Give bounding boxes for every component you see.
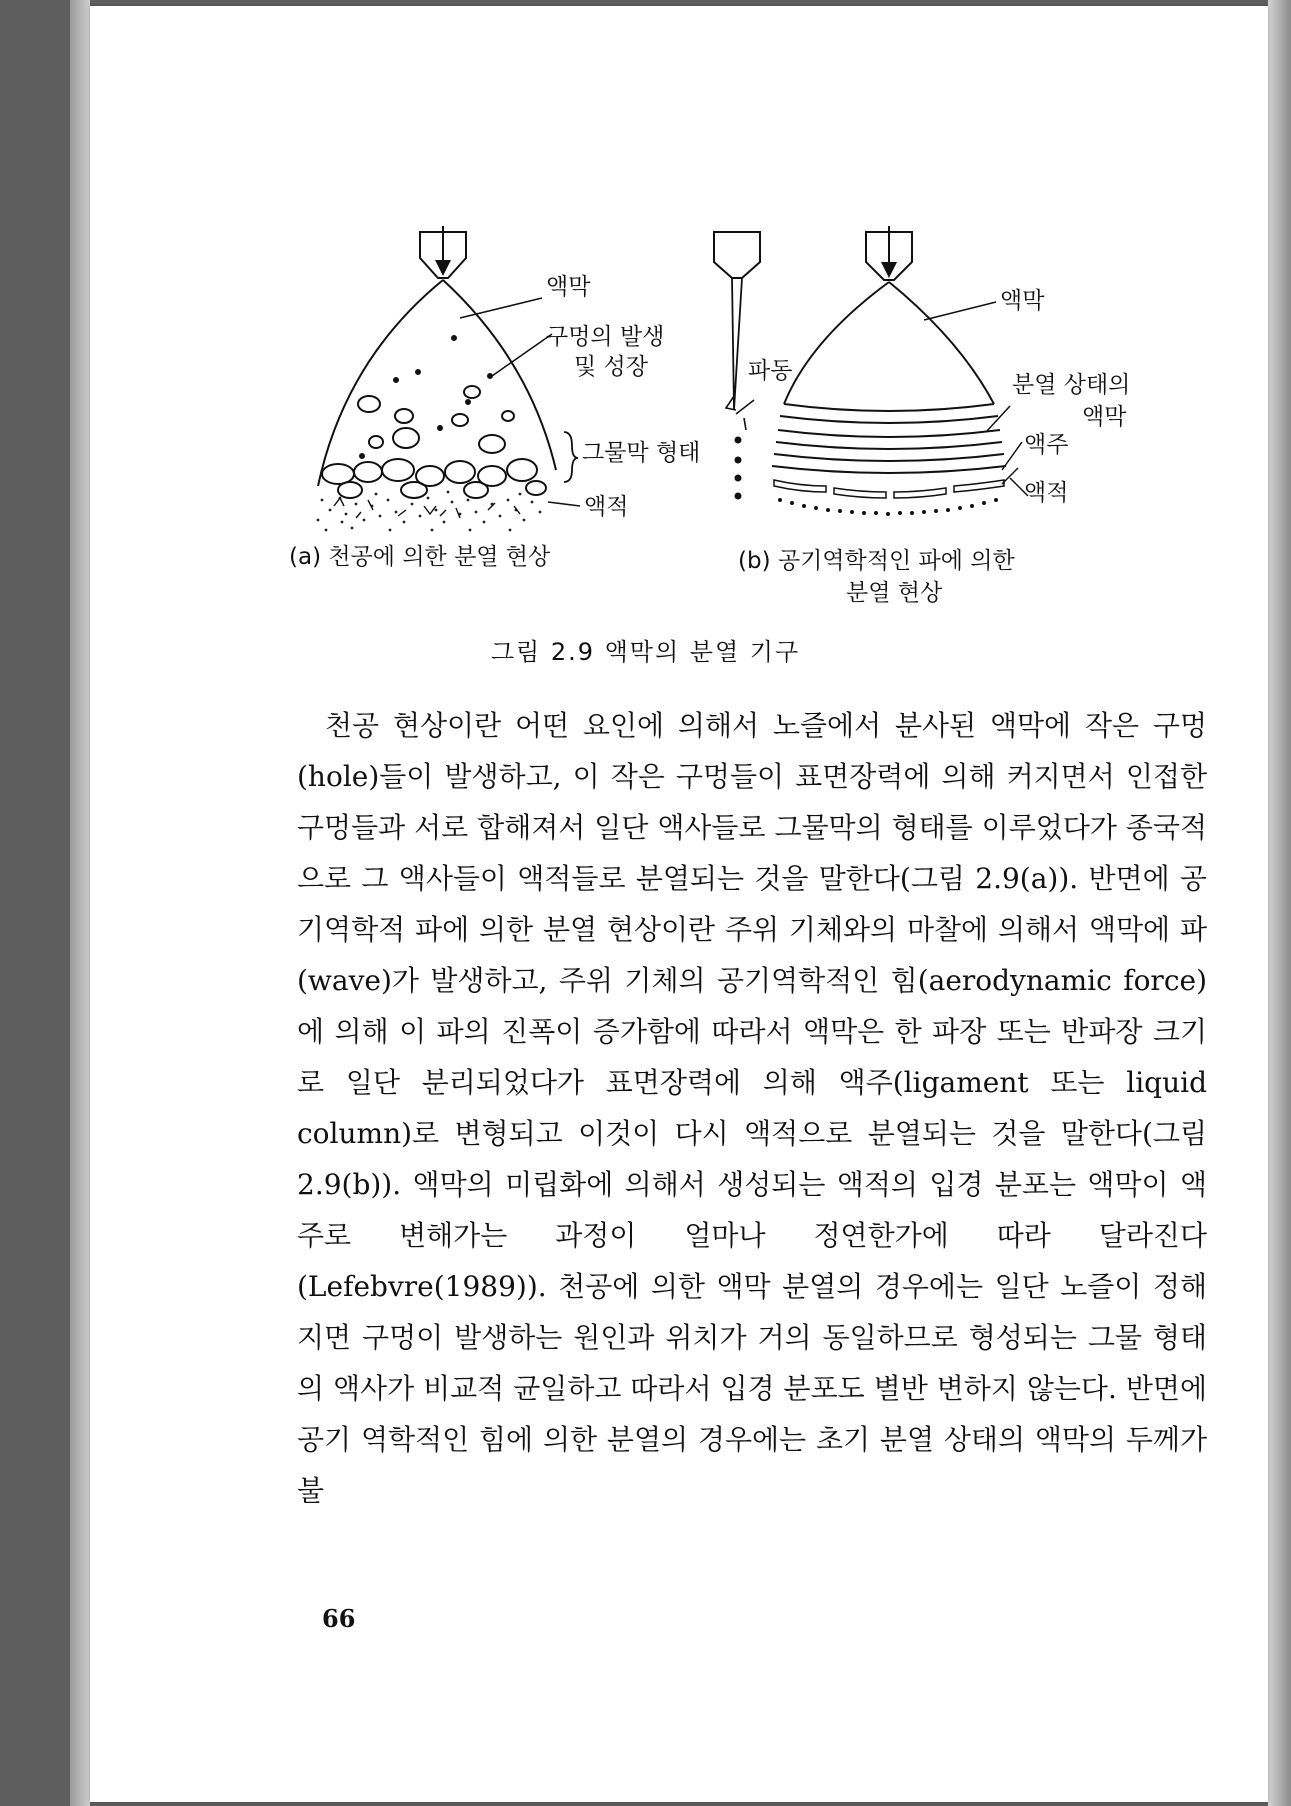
panel-a-drawing bbox=[318, 226, 580, 506]
label-web-form: 그물막 형태 bbox=[582, 440, 701, 466]
label-ligament: 액주 bbox=[1024, 432, 1069, 458]
caption-panel-a: (a) 천공에 의한 분열 현상 bbox=[289, 544, 551, 570]
label-sheet-b: 액막 bbox=[1000, 288, 1045, 314]
label-holes-line2: 및 성장 bbox=[574, 354, 648, 380]
sheet-right-edge-b bbox=[889, 282, 994, 404]
label-holes-line1: 구멍의 발생 bbox=[546, 324, 665, 350]
page-number: 66 bbox=[322, 1604, 356, 1633]
body-paragraph: 천공 현상이란 어떤 요인에 의해서 노즐에서 분사된 액막에 작은 구멍(hole)들이 발생하고, 이 작은 구멍들이 표면장력에 의해 커지면서 인접한 구멍들과 서로 합해져서 일단 액사들로 그물막의 형태를 이루었다가 종국적으로 그 액사들이 액적들로 분열되는 것을 말한다(그림 2.9(a)). 반면에 공기역학적 파에 의한 분열 현상이란 주위 기체와의 마찰에 의해서 액막에 파(wave)가 발생하고, 주위 기체의 공기역학적인 힘(aerodynamic force)에 의해 이 파의 진폭이 증가함에 따라서 액막은 한 파장 또는 반파장 크기로 일단 분리되었다가 표면장력에 의해 액주(ligament 또는 liquid column)로 변형되고 이것이 다시 액적으로 분열되는 것을 말한다(그림 2.9(b)). 액막의 미립화에 의해서 생성되는 액적의 입경 분포는 액막이 액주로 변해가는 과정이 얼마나 정연한가에 따라 달라진다(Lefebvre(1989)). 천공에 의한 액막 분열의 경우에는 일단 노즐이 정해지면 구멍이 발생하는 원인과 위치가 거의 동일하므로 형성되는 그물 형태의 액사가 비교적 균일하고 따라서 입경 분포도 별반 변하지 않는다. 반면에 공기 역학적인 힘에 의한 분열의 경우에는 초기 분열 상태의 액막의 두께가 불 bbox=[297, 709, 1208, 1507]
caption-panel-b-line1: (b) 공기역학적인 파에 의한 bbox=[738, 548, 1015, 574]
ligament-squiggles-a bbox=[334, 498, 520, 518]
figure-2-9 bbox=[0, 0, 1291, 700]
label-droplets-b: 액적 bbox=[1024, 480, 1069, 506]
figure-caption: 그림 2.9 액막의 분열 기구 bbox=[490, 638, 801, 666]
sheet-breakup-diagram bbox=[0, 0, 1291, 700]
label-droplets-a: 액적 bbox=[584, 494, 629, 520]
droplet-spray-a bbox=[317, 491, 542, 532]
nozzle-b-side bbox=[714, 232, 760, 278]
sheet-left-edge-a bbox=[318, 280, 443, 486]
caption-panel-b-line2: 분열 현상 bbox=[846, 580, 943, 606]
label-fragment-line2: 액막 bbox=[1082, 404, 1127, 430]
label-sheet-a: 액막 bbox=[546, 274, 591, 300]
label-wave: 파동 bbox=[748, 358, 793, 384]
sheet-left-edge-b bbox=[784, 282, 889, 404]
droplet-row-b bbox=[778, 498, 998, 516]
body-text bbox=[297, 700, 1207, 1516]
wave-band bbox=[784, 404, 994, 411]
label-fragment-line1: 분열 상태의 bbox=[1012, 372, 1131, 398]
